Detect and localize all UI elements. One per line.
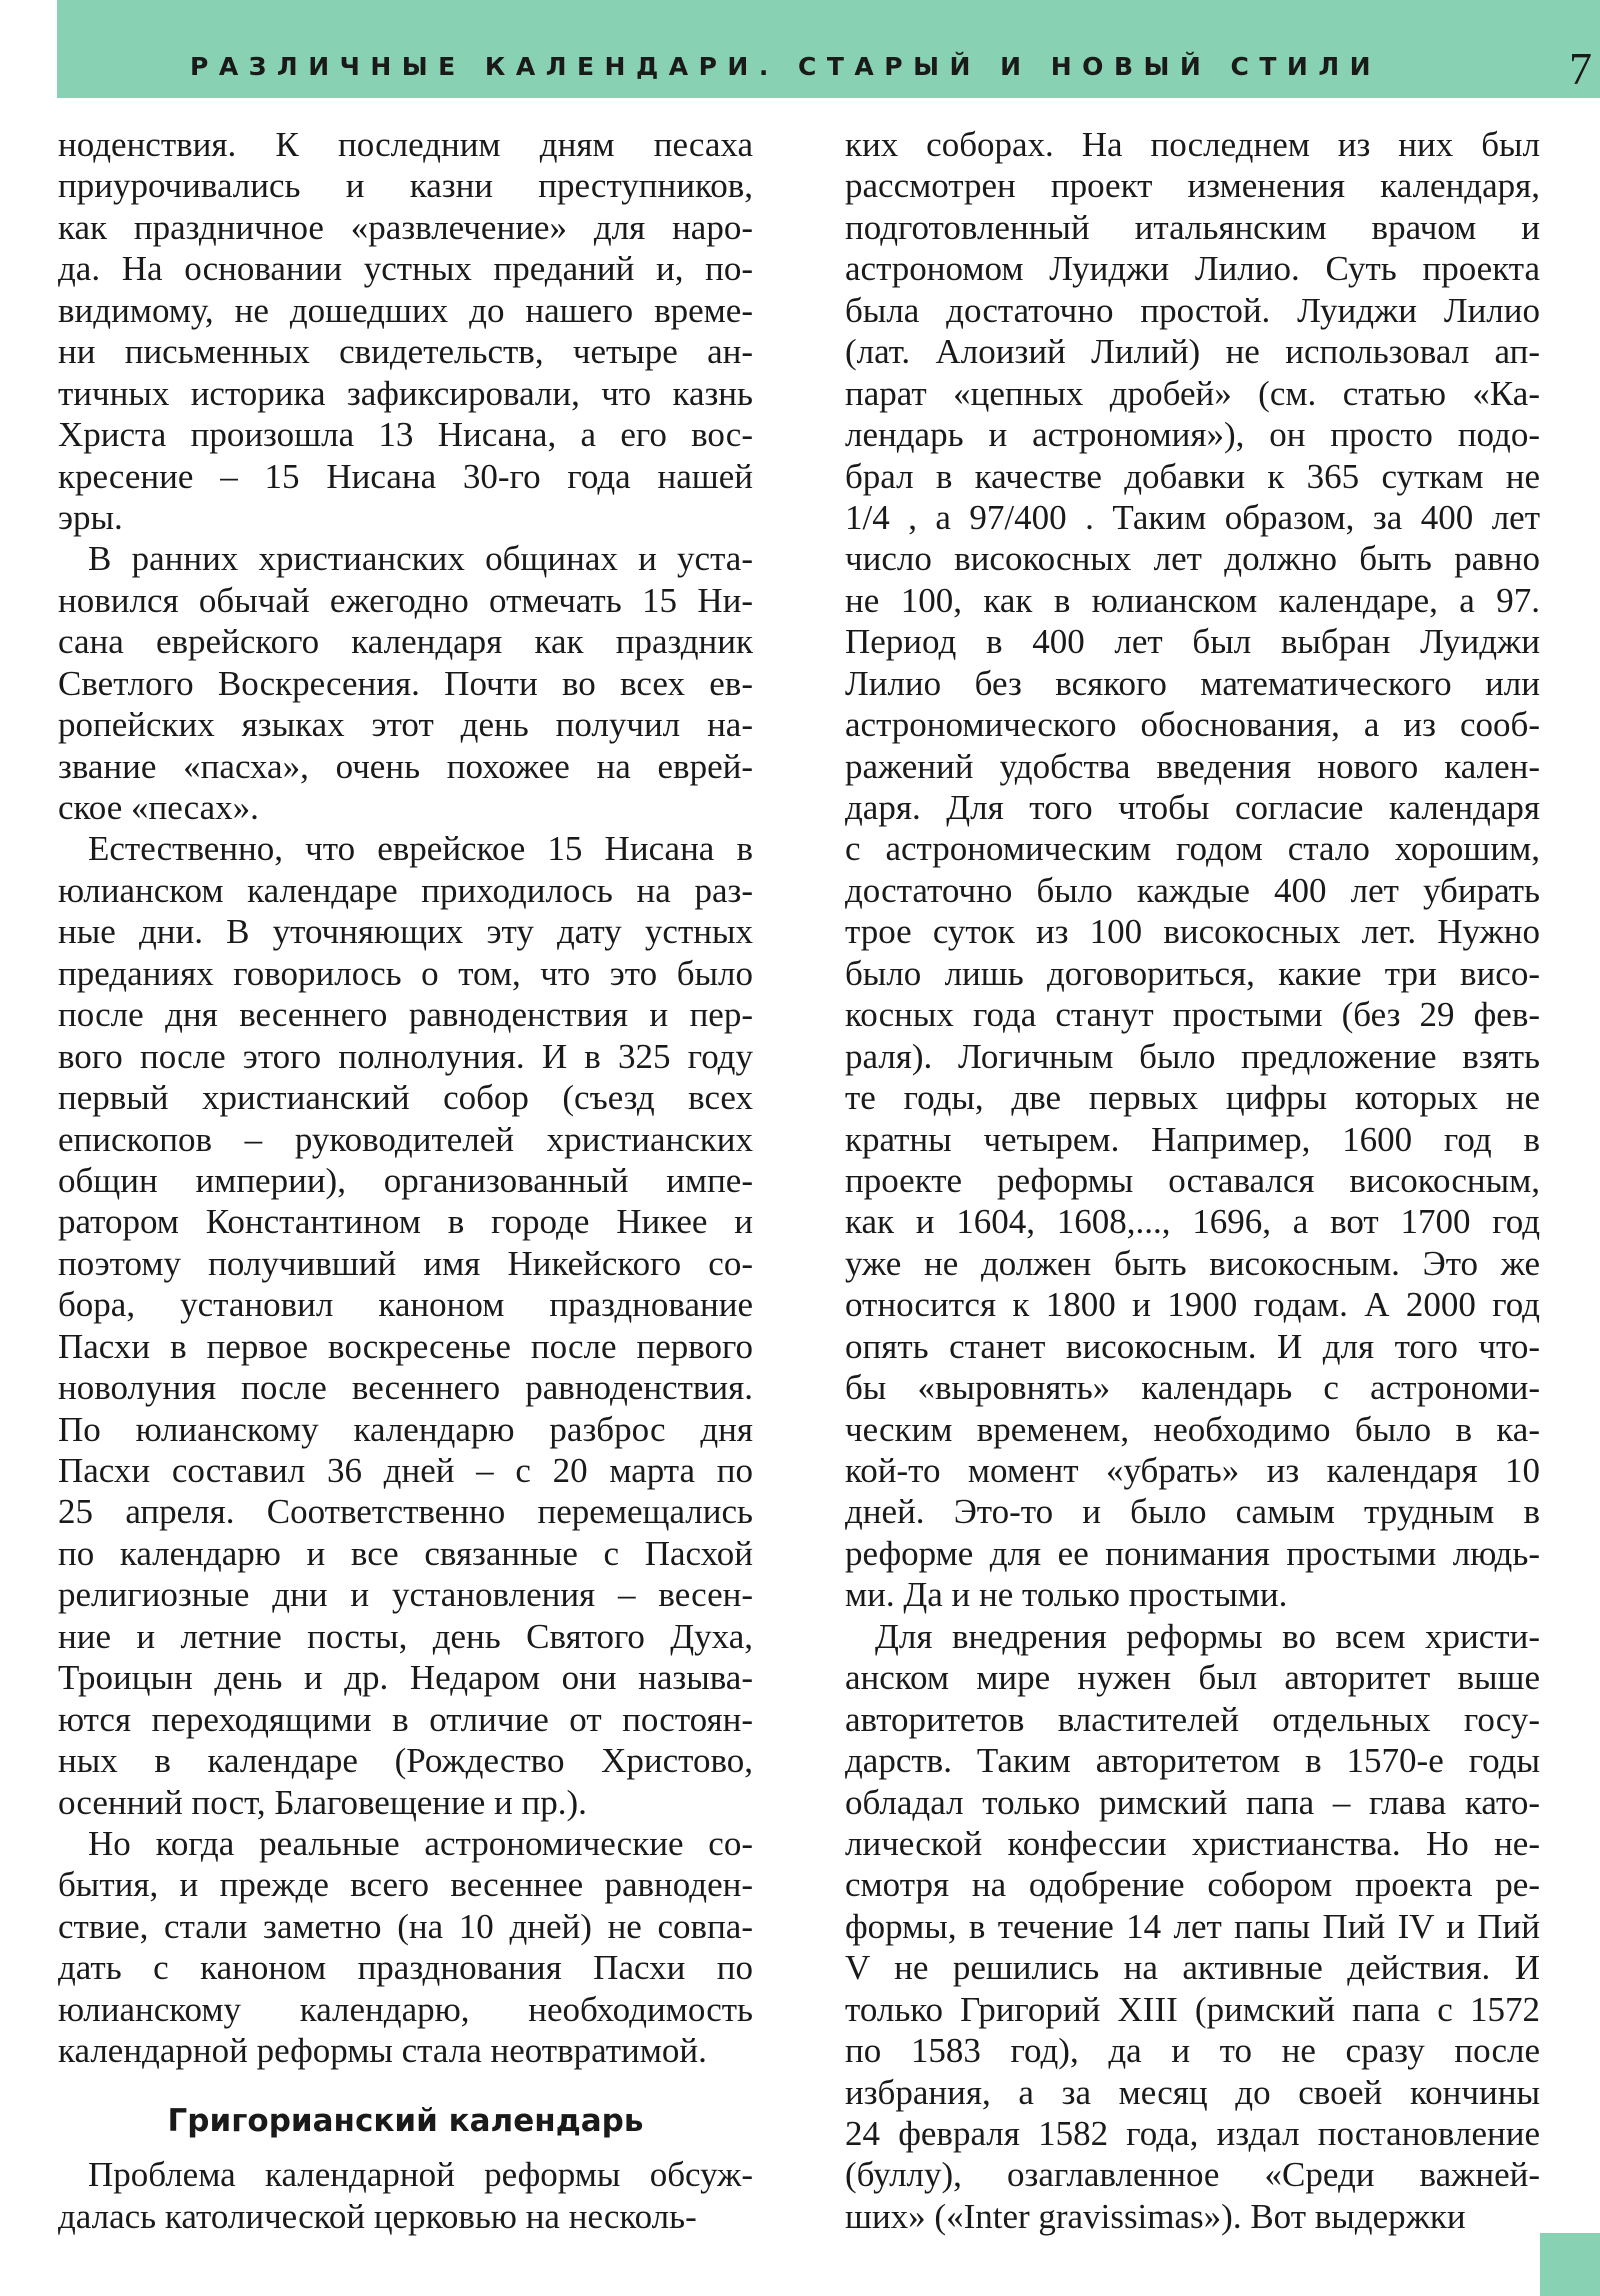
text-line: ражений удобства введения нового кален-: [845, 746, 1540, 786]
text-line: трое суток из 100 високосных лет. Нужно: [845, 912, 1540, 952]
text-line: бы «выровнять» календарь с астрономи-: [845, 1368, 1540, 1408]
text-line: ных в календаре (Рождество Христово,: [58, 1741, 753, 1781]
text-line: календарной реформы стала неотвратимой.: [58, 2031, 707, 2071]
text-line: лендарь и астрономия»), он просто подо-: [845, 415, 1540, 455]
text-line: По юлианскому календарю разброс дня: [58, 1409, 753, 1449]
text-line: Пасхи составил 36 дней – с 20 марта по: [58, 1451, 753, 1490]
text-line: относится к 1800 и 1900 годам. А 2000 год: [845, 1285, 1540, 1325]
text-line: дней. Это-то и было самым трудным в: [845, 1492, 1540, 1532]
text-line: подготовленный итальянским врачом и: [845, 207, 1540, 247]
text-line: да. На основании устных преданий и, по-: [58, 249, 753, 289]
text-line: эры.: [58, 497, 123, 537]
text-line: ми. Да и не только простыми.: [845, 1575, 1288, 1615]
text-line: преданиях говорилось о том, что это было: [58, 953, 753, 993]
text-line: избрания, а за месяц до своей кончины: [845, 2072, 1540, 2112]
text-line: звание «пасха», очень похожее на еврей-: [58, 746, 753, 786]
text-line: Проблема календарной реформы обсуж-: [88, 2155, 753, 2195]
text-line: ствие, стали заметно (на 10 дней) не совпа-: [58, 1906, 753, 1946]
text-line: ные дни. В уточняющих эту дату устных: [58, 912, 753, 952]
text-line: число високосных лет должно быть равно: [845, 539, 1540, 579]
text-line: Лилио без всякого математического или: [845, 663, 1540, 703]
text-line: ние и летние посты, день Святого Духа,: [58, 1616, 753, 1656]
text-line: даря. Для того чтобы согласие календаря: [845, 788, 1540, 827]
text-line: дать с каноном празднования Пасхи по: [58, 1948, 753, 1988]
text-line: кресение – 15 Нисана 30-го года нашей: [58, 456, 753, 496]
text-line: с астрономическим годом стало хорошим,: [845, 829, 1540, 869]
text-line: по календарю и все связанные с Пасхой: [58, 1533, 753, 1573]
text-line: 24 февраля 1582 года, издал постановление: [845, 2114, 1540, 2153]
text-line: осенний пост, Благовещение и пр.).: [58, 1782, 587, 1822]
right-column: [845, 124, 1540, 2237]
running-title: РАЗЛИЧНЫЕ КАЛЕНДАРИ. СТАРЫЙ И НОВЫЙ СТИЛИ: [190, 52, 1382, 81]
left-section-paragraphs: [58, 2154, 753, 2237]
text-line: как праздничное «развлечение» для наро-: [58, 207, 753, 247]
text-line: сана еврейского календаря как праздник: [58, 622, 753, 662]
text-line: ются переходящими в отличие от постоян-: [58, 1699, 753, 1739]
paragraph: [58, 828, 753, 1823]
text-line: была достаточно простой. Луиджи Лилио: [845, 290, 1540, 330]
text-line: юлианскому календарю, необходимость: [58, 1989, 753, 2029]
text-line: бытия, и прежде всего весеннее равноден-: [58, 1865, 753, 1905]
text-line: анском мире нужен был авторитет выше: [845, 1658, 1540, 1698]
text-line: ское «песах».: [58, 788, 259, 827]
text-line: ших» («Inter gravissimas»). Вот выдержки: [845, 2196, 1466, 2236]
paragraph: [58, 538, 753, 828]
text-line: ческим временем, необходимо было в ка-: [845, 1409, 1540, 1449]
text-line: как и 1604, 1608,..., 1696, а вот 1700 год: [845, 1202, 1540, 1242]
text-line: после дня весеннего равноденствия и пер-: [58, 995, 753, 1035]
text-line: 25 апреля. Соответственно перемещались: [58, 1492, 753, 1532]
text-line: рассмотрен проект изменения календаря,: [845, 166, 1540, 206]
text-line: первый христианский собор (съезд всех: [58, 1078, 753, 1118]
text-line: Светлого Воскресения. Почти во всех ев-: [58, 663, 753, 703]
paragraph: [58, 2154, 753, 2237]
text-line: юлианском календаре приходилось на раз-: [58, 870, 753, 910]
text-line: ропейских языках этот день получил на-: [58, 705, 753, 745]
text-line: опять станет високосным. И для того что-: [845, 1326, 1540, 1366]
text-line: только Григорий XIII (римский папа с 1572: [845, 1989, 1540, 2029]
paragraph: [845, 124, 1540, 1616]
text-line: вого после этого полнолуния. И в 325 году: [58, 1036, 753, 1076]
text-line: поэтому получивший имя Никейского со-: [58, 1243, 753, 1283]
text-line: (буллу), озаглавленное «Среди важней-: [845, 2155, 1540, 2195]
text-line: новолуния после весеннего равноденствия.: [58, 1368, 753, 1408]
section-heading: Григорианский календарь: [167, 2102, 644, 2139]
paragraph: [58, 1823, 753, 2072]
text-line: реформе для ее понимания простыми людь-: [845, 1533, 1540, 1573]
text-line: тичных историка зафиксировали, что казнь: [58, 373, 753, 413]
text-line: не 100, как в юлианском календаре, а 97.: [845, 580, 1540, 620]
text-line: уже не должен быть високосным. Это же: [845, 1243, 1540, 1283]
text-line: проекте реформы оставался високосным,: [845, 1160, 1540, 1200]
text-line: достаточно было каждые 400 лет убирать: [845, 870, 1540, 910]
text-line: ких соборах. На последнем из них был: [845, 125, 1540, 164]
paragraph: [58, 124, 753, 538]
text-line: обладал только римский папа – глава като-: [845, 1782, 1540, 1822]
page-number: 7: [1569, 43, 1592, 94]
left-column: [58, 124, 753, 2237]
text-line: общин империи), организованный импе-: [58, 1160, 753, 1200]
paragraph: [845, 1616, 1540, 2238]
text-line: далась католической церковью на несколь-: [58, 2196, 697, 2236]
text-line: авторитетов властителей отдельных госу-: [845, 1699, 1540, 1739]
text-line: В ранних христианских общинах и уста-: [88, 539, 753, 579]
left-paragraphs: [58, 124, 753, 2072]
right-paragraphs: [845, 124, 1540, 2237]
text-line: астрономом Луиджи Лилио. Суть проекта: [845, 249, 1540, 289]
text-line: дарств. Таким авторитетом в 1570-е годы: [845, 1741, 1540, 1781]
text-line: видимому, не дошедших до нашего време-: [58, 290, 753, 330]
text-line: раля). Логичным было предложение взять: [845, 1036, 1540, 1076]
text-line: ратором Константином в городе Никее и: [58, 1202, 753, 1242]
text-line: новился обычай ежегодно отмечать 15 Ни-: [58, 580, 753, 620]
text-line: было лишь договориться, какие три висо-: [845, 953, 1540, 993]
text-line: (лат. Алоизий Лилий) не использовал ап-: [845, 332, 1540, 372]
text-line: V не решились на активные действия. И: [845, 1948, 1540, 1988]
text-line: парат «цепных дробей» (см. статью «Ка-: [845, 373, 1540, 413]
text-line: смотря на одобрение собором проекта ре-: [845, 1865, 1540, 1905]
text-line: Период в 400 лет был выбран Луиджи: [845, 622, 1540, 662]
text-line: косных года станут простыми (без 29 фев-: [845, 995, 1540, 1035]
text-line: Естественно, что еврейское 15 Нисана в: [88, 829, 753, 869]
text-line: астрономического обоснования, а из сооб-: [845, 705, 1540, 745]
text-line: бора, установил каноном празднование: [58, 1285, 753, 1325]
text-line: приурочивались и казни преступников,: [58, 166, 753, 206]
text-line: Христа произошла 13 Нисана, а его вос-: [58, 415, 753, 455]
text-line: ноденствия. К последним дням песаха: [58, 125, 753, 164]
text-line: Для внедрения реформы во всем христи-: [875, 1616, 1540, 1656]
text-line: 1/4 , а 97/400 . Таким образом, за 400 лет: [845, 497, 1540, 537]
text-line: брал в качестве добавки к 365 суткам не: [845, 456, 1540, 496]
text-line: по 1583 год), да и то не сразу после: [845, 2031, 1540, 2071]
text-line: кратны четырем. Например, 1600 год в: [845, 1119, 1540, 1159]
text-line: формы, в течение 14 лет папы Пий IV и Пий: [845, 1906, 1540, 1946]
text-line: кой-то момент «убрать» из календаря 10: [845, 1451, 1540, 1490]
text-line: Троицын день и др. Недаром они называ-: [58, 1658, 753, 1698]
text-line: ни письменных свидетельств, четыре ан-: [58, 332, 753, 372]
text-line: лической конфессии христианства. Но не-: [845, 1823, 1540, 1863]
text-line: те годы, две первых цифры которых не: [845, 1078, 1540, 1118]
text-line: Но когда реальные астрономические со-: [88, 1823, 753, 1863]
header-band: [57, 0, 1600, 98]
corner-decoration: [1540, 2233, 1600, 2296]
text-line: епископов – руководителей христианских: [58, 1119, 753, 1159]
text-line: религиозные дни и установления – весен-: [58, 1575, 753, 1615]
text-line: Пасхи в первое воскресенье после первого: [58, 1326, 753, 1366]
